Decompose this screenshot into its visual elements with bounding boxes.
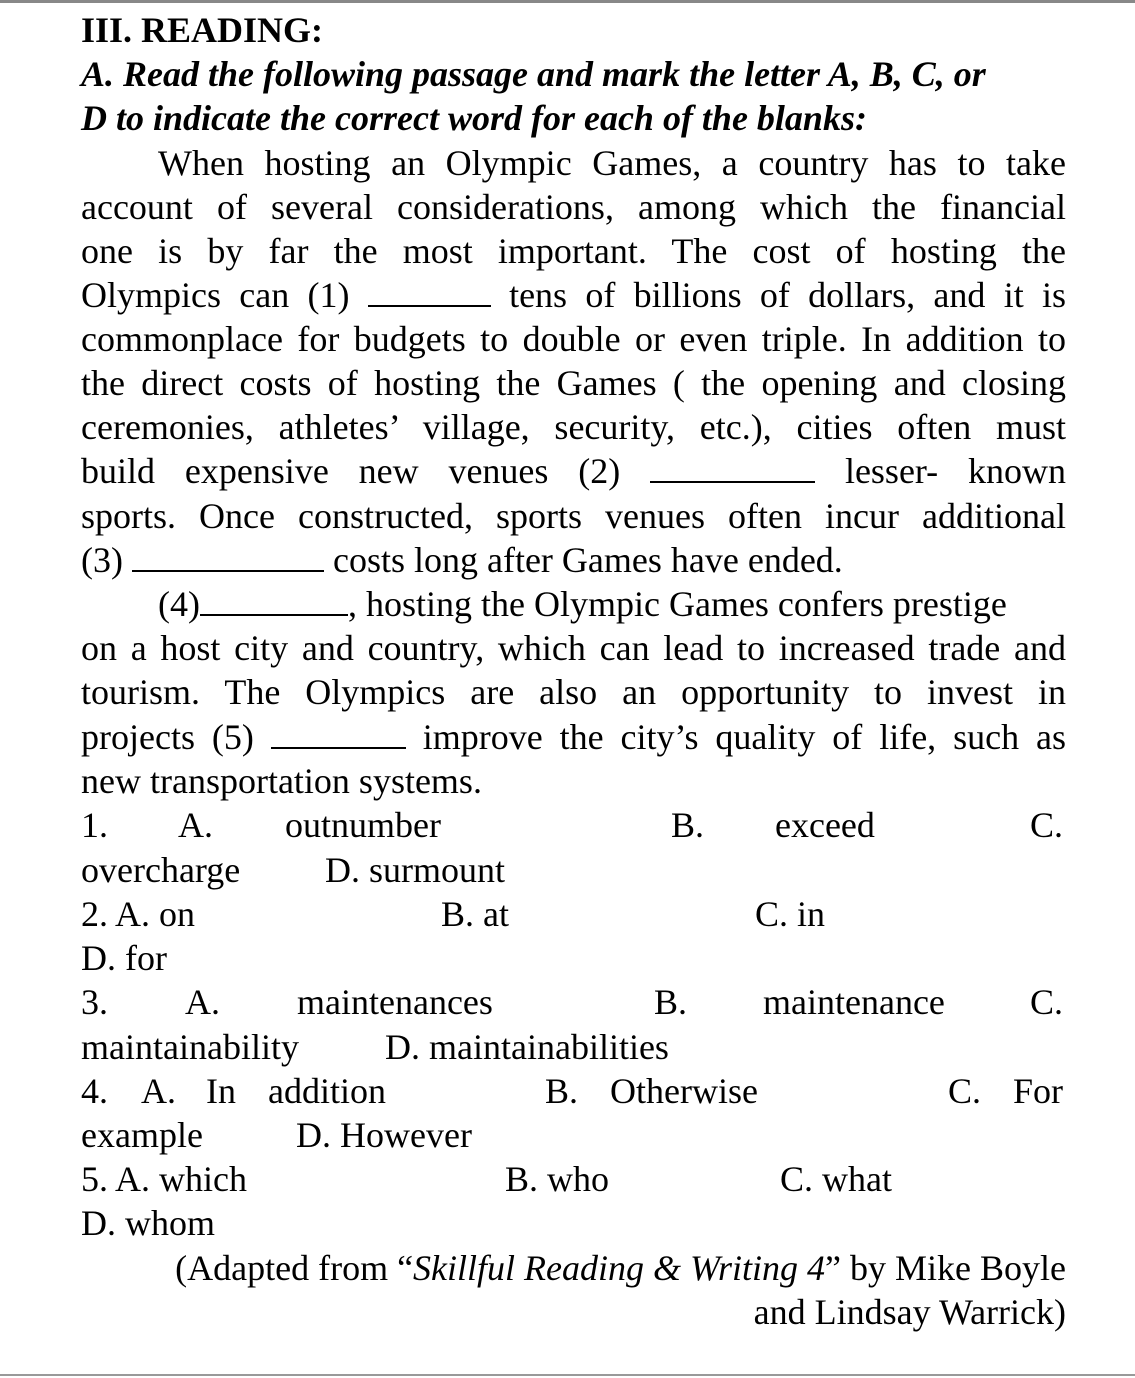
passage-line: commonplace for budgets to double or even triple. In addition to [81,319,1066,359]
q1-number: 1. [81,805,108,845]
passage-text: costs long after Games have ended. [332,540,843,580]
passage-line-blank-3 [81,538,1066,582]
q3-option-c-letter: C. [1030,982,1064,1022]
q1-option-b-letter: B. [671,805,705,845]
instruction-line-2: D to indicate the correct word for each of the blanks: [81,98,867,138]
passage-text: projects (5) [81,717,254,757]
q5-option-b: B. who [505,1159,610,1199]
q4-option-c-word-1: For [1013,1071,1064,1111]
passage-line: When hosting an Olympic Games, a country has to take [158,143,1066,183]
q3-option-b: maintenance [763,982,945,1022]
q5-option-a: 5. A. which [81,1159,247,1199]
q4-option-b: Otherwise [610,1071,758,1111]
passage-text: Olympics can (1) [81,275,350,315]
q1-option-a: outnumber [285,805,441,845]
q5-option-d: D. whom [81,1203,215,1243]
q3-option-a-letter: A. [185,982,220,1022]
passage-text: (4) [158,584,200,624]
passage-text: tens of billions of dollars, and it is [509,275,1066,315]
q1-option-d: D. surmount [325,850,505,890]
passage-text: build expensive new venues (2) [81,451,621,491]
source-authors: ” by Mike Boyle [825,1248,1066,1288]
blank-5 [271,717,406,749]
q4-option-b-letter: B. [545,1071,579,1111]
q4-option-a-letter: A. [141,1071,176,1111]
blank-3 [132,540,324,572]
passage-line: one is by far the most important. The cost of hosting the [81,231,1066,271]
passage-text: (3) [81,540,123,580]
q3-option-b-letter: B. [654,982,688,1022]
q2-option-b: B. at [441,894,509,934]
q4-option-c-word-2: example [81,1115,203,1155]
q4-option-c-letter: C. [948,1071,982,1111]
blank-1 [368,275,491,307]
passage-line: the direct costs of hosting the Games ( the opening and closing [81,363,1066,403]
passage-line: new transportation systems. [81,761,482,801]
q5-option-c: C. what [780,1159,892,1199]
instruction-line-1: A. Read the following passage and mark the letter A, B, C, or [81,54,986,94]
q3-option-c: maintainability [81,1027,299,1067]
passage-line: on a host city and country, which can lead to increased trade and [81,628,1066,668]
q3-option-d: D. maintainabilities [385,1027,669,1067]
bottom-border [0,1374,1135,1376]
passage-line: tourism. The Olympics are also an opportunity to invest in [81,672,1066,712]
top-border [0,0,1135,3]
q4-number: 4. [81,1071,108,1111]
source-citation-line-1 [175,1246,1066,1290]
q4-option-a-word-1: In [206,1071,236,1111]
q1-option-a-letter: A. [178,805,213,845]
passage-line-blank-5 [81,715,1066,759]
q2-option-c: C. in [755,894,826,934]
q4-option-d: D. However [296,1115,472,1155]
q3-number: 3. [81,982,108,1022]
blank-2 [650,451,815,483]
section-heading: III. READING: [81,10,324,50]
q4-option-a-word-2: addition [268,1071,386,1111]
source-prefix: (Adapted from “ [175,1248,414,1288]
q1-option-c: overcharge [81,850,241,890]
passage-line: sports. Once constructed, sports venues often incur additional [81,496,1066,536]
q1-option-c-letter: C. [1030,805,1064,845]
passage-text: improve the city’s quality of life, such as [422,717,1066,757]
passage-line-blank-2 [81,449,1066,493]
source-citation-line-2: and Lindsay Warrick) [753,1292,1066,1332]
q2-option-d: D. for [81,938,167,978]
q2-option-a: 2. A. on [81,894,196,934]
passage-line: ceremonies, athletes’ village, security, etc.), cities often must [81,407,1066,447]
passage-text: lesser- known [844,451,1067,491]
passage-line: account of several considerations, among which the financial [81,187,1066,227]
passage-line-blank-4 [158,582,1066,626]
q1-option-b: exceed [775,805,875,845]
q3-option-a: maintenances [297,982,493,1022]
blank-4 [200,584,348,616]
passage-line-blank-1 [81,273,1066,317]
source-book-title: Skillful Reading & Writing 4 [413,1248,826,1288]
passage-text: , hosting the Olympic Games confers prestige [347,584,1007,624]
